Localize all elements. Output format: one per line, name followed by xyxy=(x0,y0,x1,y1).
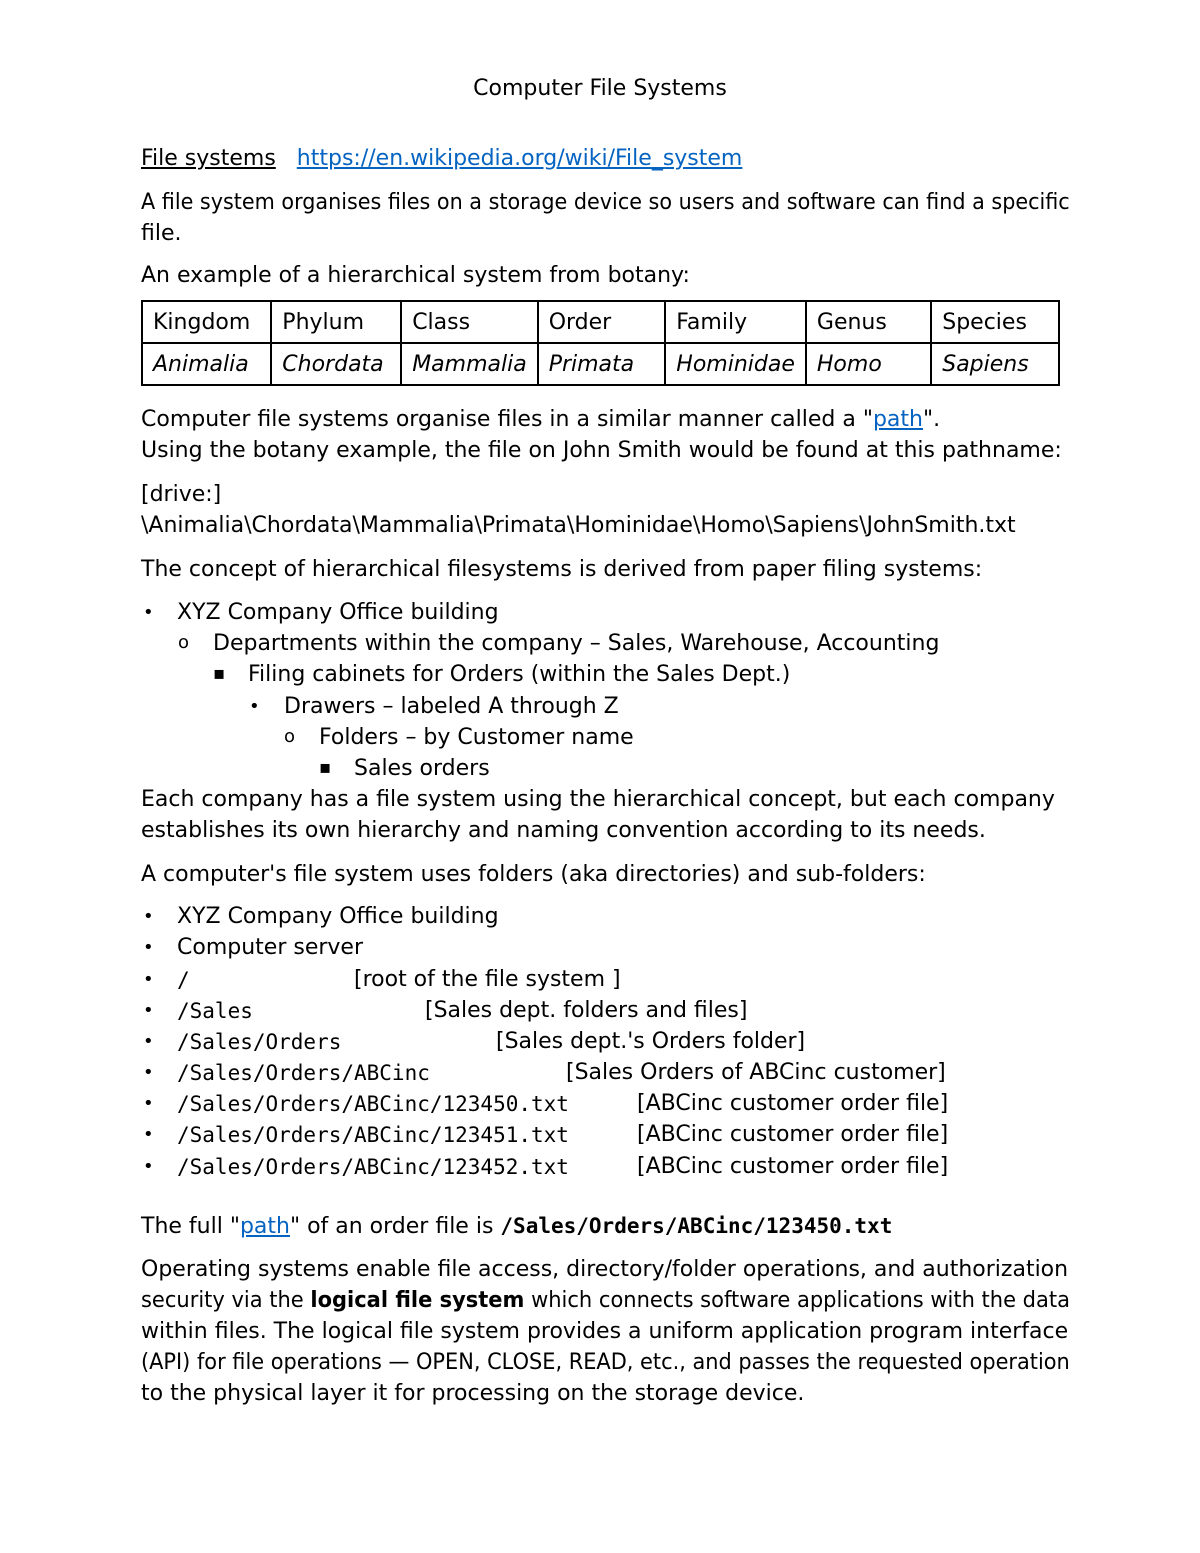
list-item: Drawers – labeled A through Z xyxy=(284,694,619,719)
paper-intro: The concept of hierarchical filesystems is derived from paper filing systems: xyxy=(141,557,983,582)
path-sales-orders: /Sales/Orders xyxy=(177,1030,342,1054)
full-path-middle: " of an order file is xyxy=(289,1214,501,1239)
table-cell: Chordata xyxy=(271,343,401,385)
file-systems-line xyxy=(141,144,742,174)
botany-intro: An example of a hierarchical system from botany: xyxy=(141,263,690,288)
os-para-line-2-suffix: which connects software applications with the data xyxy=(524,1288,1070,1313)
path-file: /Sales/Orders/ABCinc/123451.txt xyxy=(177,1123,569,1147)
bullet-disc-icon: • xyxy=(143,1124,154,1145)
list-item: XYZ Company Office building xyxy=(177,904,499,929)
path-note: [Sales dept.'s Orders folder] xyxy=(496,1029,806,1054)
table-cell: Hominidae xyxy=(665,343,806,385)
path-link[interactable]: path xyxy=(239,1214,290,1239)
table-cell: Species xyxy=(931,301,1059,343)
path-para-line-2: Using the botany example, the file on John Smith would be found at this pathname: xyxy=(141,438,1062,463)
table-cell: Genus xyxy=(806,301,931,343)
logical-file-system-term: logical file system xyxy=(310,1288,525,1313)
path-para-prefix: Computer file systems organise files in a similar manner called a " xyxy=(141,407,873,432)
bullet-disc-icon: • xyxy=(143,1156,154,1177)
bullet-disc-icon: • xyxy=(143,1000,154,1021)
table-cell: Kingdom xyxy=(142,301,271,343)
path-link[interactable]: path xyxy=(872,407,923,432)
company-para-line-2: establishes its own hierarchy and naming convention according to its needs. xyxy=(141,818,986,843)
bullet-circle-icon: o xyxy=(284,726,296,747)
table-cell: Animalia xyxy=(142,343,271,385)
os-para-line-5: to the physical layer it for processing on the storage device. xyxy=(141,1381,805,1406)
os-para-line-4: (API) for file operations — OPEN, CLOSE, READ, etc., and passes the requested operation xyxy=(141,1350,1070,1375)
bullet-square-icon: ▪ xyxy=(319,757,332,778)
bullet-disc-icon: • xyxy=(143,906,154,927)
bullet-disc-icon: • xyxy=(143,969,154,990)
bullet-disc-icon: • xyxy=(143,602,154,623)
path-para-suffix: ". xyxy=(922,407,941,432)
intro-line-1: A file system organises files on a storage device so users and software can find a specific xyxy=(141,190,1070,215)
os-para-line-2 xyxy=(141,1286,1070,1316)
table-cell: Class xyxy=(401,301,538,343)
list-item: Folders – by Customer name xyxy=(319,725,634,750)
path-root: / xyxy=(177,968,190,992)
company-para-line-1: Each company has a file system using the hierarchical concept, but each company xyxy=(141,787,1055,812)
path-note: [ABCinc customer order file] xyxy=(637,1122,949,1147)
path-note: [Sales dept. folders and files] xyxy=(425,998,748,1023)
path-sales-orders-abcinc: /Sales/Orders/ABCinc xyxy=(177,1061,430,1085)
full-path-prefix: The full " xyxy=(141,1214,240,1239)
bullet-disc-icon: • xyxy=(143,1093,154,1114)
table-cell: Phylum xyxy=(271,301,401,343)
full-path-value: /Sales/Orders/ABCinc/123450.txt xyxy=(500,1214,893,1238)
list-item: Sales orders xyxy=(354,756,490,781)
table-cell: Mammalia xyxy=(401,343,538,385)
full-path-line xyxy=(141,1211,892,1242)
computer-intro: A computer's file system uses folders (aka directories) and sub-folders: xyxy=(141,862,926,887)
table-cell: Family xyxy=(665,301,806,343)
page-title: Computer File Systems xyxy=(473,76,727,101)
path-file: /Sales/Orders/ABCinc/123452.txt xyxy=(177,1155,569,1179)
table-cell: Order xyxy=(538,301,666,343)
bullet-square-icon: ▪ xyxy=(213,663,226,684)
bullet-disc-icon: • xyxy=(143,1031,154,1052)
pathname-drive: [drive:] xyxy=(141,482,222,507)
os-para-line-3: within files. The logical file system provides a uniform application program interface xyxy=(141,1319,1069,1344)
path-note: [ABCinc customer order file] xyxy=(637,1091,949,1116)
os-para-line-1: Operating systems enable file access, directory/folder operations, and authorization xyxy=(141,1257,1069,1282)
os-para-line-2-prefix: security via the xyxy=(141,1288,311,1313)
bullet-disc-icon: • xyxy=(249,696,260,717)
path-note: [Sales Orders of ABCinc customer] xyxy=(566,1060,946,1085)
file-systems-label: File systems xyxy=(141,146,276,171)
table-cell: Homo xyxy=(806,343,931,385)
bullet-circle-icon: o xyxy=(178,632,190,653)
path-para-line-1 xyxy=(141,405,940,435)
pathname-path: \Animalia\Chordata\Mammalia\Primata\Hominidae\Homo\Sapiens\JohnSmith.txt xyxy=(141,513,1016,538)
path-file: /Sales/Orders/ABCinc/123450.txt xyxy=(177,1092,569,1116)
table-header-row xyxy=(142,301,1059,343)
table-cell: Sapiens xyxy=(931,343,1059,385)
path-sales: /Sales xyxy=(177,999,253,1023)
botany-table xyxy=(141,300,1060,386)
bullet-disc-icon: • xyxy=(143,1062,154,1083)
list-item: XYZ Company Office building xyxy=(177,600,499,625)
table-row xyxy=(142,343,1059,385)
table-cell: Primata xyxy=(538,343,666,385)
list-item: Filing cabinets for Orders (within the Sales Dept.) xyxy=(248,662,791,687)
list-item: Departments within the company – Sales, Warehouse, Accounting xyxy=(213,631,940,656)
path-note: [ABCinc customer order file] xyxy=(637,1154,949,1179)
list-item: Computer server xyxy=(177,935,364,960)
path-note: [root of the file system ] xyxy=(354,967,621,992)
wikipedia-link[interactable]: https://en.wikipedia.org/wiki/File_system xyxy=(296,146,743,171)
bullet-disc-icon: • xyxy=(143,937,154,958)
intro-line-2: file. xyxy=(141,221,182,246)
